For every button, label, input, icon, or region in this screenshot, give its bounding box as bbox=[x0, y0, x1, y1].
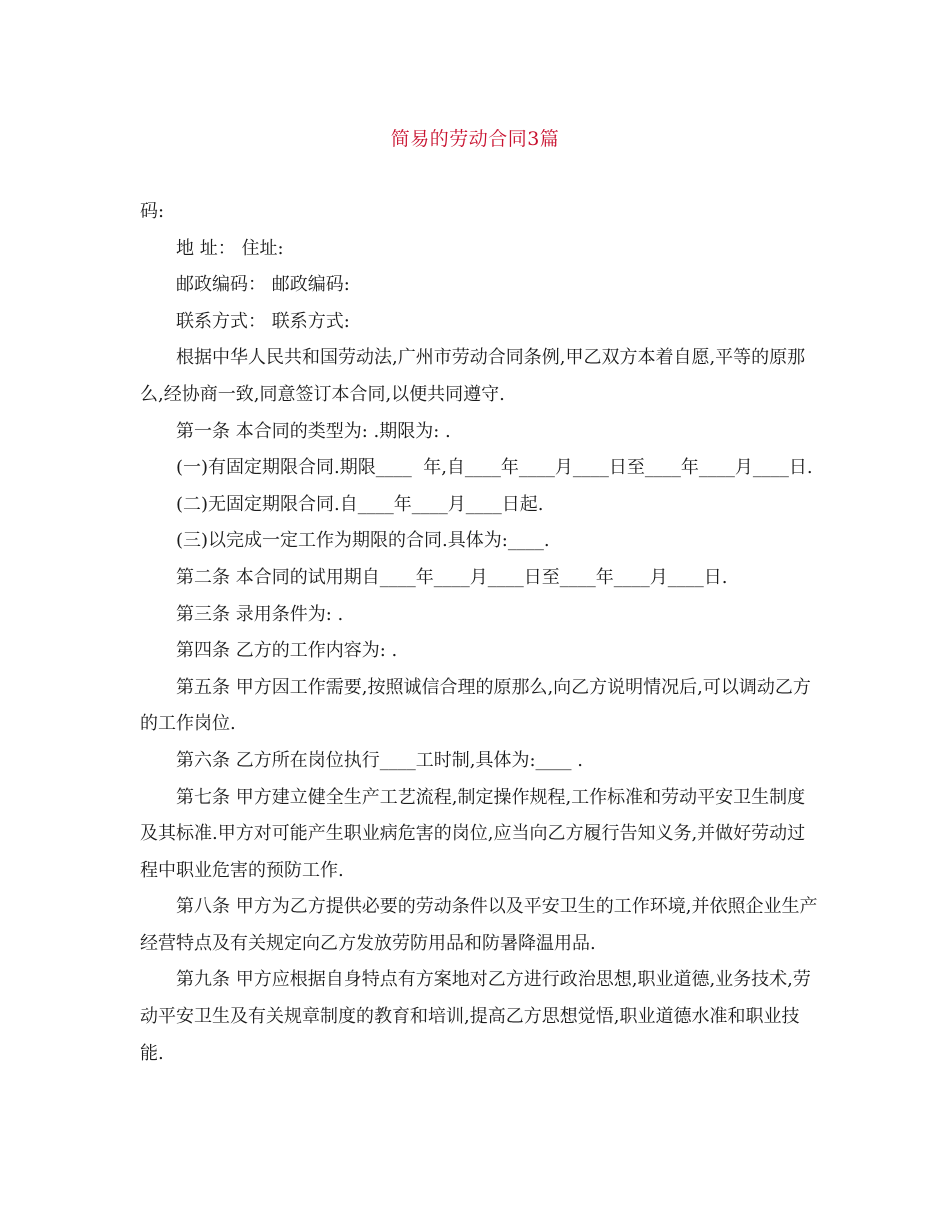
paragraph-article-6: 第六条 乙方所在岗位执行____工时制,具体为:____ . bbox=[176, 749, 583, 771]
paragraph-article-5: 第五条 甲方因工作需要,按照诚信合理的原那么,向乙方说明情况后,可以调动乙方的工作岗位. bbox=[140, 676, 811, 735]
paragraph-article-1-item-2: (二)无固定期限合同.自____年____月____日起. bbox=[176, 493, 544, 515]
paragraph-article-7: 第七条 甲方建立健全生产工艺流程,制定操作规程,工作标准和劳动平安卫生制度及其标准.甲方对可能产生职业病危害的岗位,应当向乙方履行告知义务,并做好劳动过程中职业危害的预防工作. bbox=[140, 786, 806, 881]
document-title: 简易的劳动合同3篇 bbox=[390, 128, 560, 150]
paragraph-preamble: 根据中华人民共和国劳动法,广州市劳动合同条例,甲乙双方本着自愿,平等的原那么,经协商一致,同意签订本合同,以便共同遵守. bbox=[140, 347, 806, 405]
paragraph-article-1: 第一条 本合同的类型为: .期限为: . bbox=[176, 420, 451, 442]
paragraph-article-4: 第四条 乙方的工作内容为: . bbox=[176, 640, 398, 662]
paragraph-article-2: 第二条 本合同的试用期自____年____月____日至____年____月____日. bbox=[176, 566, 728, 588]
paragraph-article-1-item-1: (一)有固定期限合同.期限____ 年,自____年____月____日至____年____月____日. bbox=[176, 457, 813, 479]
paragraph-code-label: 码: bbox=[140, 201, 165, 222]
paragraph-address: 地 址： 住址: bbox=[176, 237, 284, 259]
paragraph-contact: 联系方式： 联系方式: bbox=[176, 310, 350, 332]
paragraph-article-8: 第八条 甲方为乙方提供必要的劳动条件以及平安卫生的工作环境,并依照企业生产经营特点及有关规定向乙方发放劳防用品和防暑降温用品. bbox=[140, 896, 818, 954]
paragraph-postal-code: 邮政编码： 邮政编码: bbox=[176, 274, 350, 296]
document-body bbox=[140, 194, 820, 1072]
paragraph-article-3: 第三条 录用条件为: . bbox=[176, 603, 344, 625]
paragraph-article-9: 第九条 甲方应根据自身特点有方案地对乙方进行政治思想,职业道德,业务技术,劳动平安卫生及有关规章制度的教育和培训,提高乙方思想觉悟,职业道德水准和职业技能. bbox=[140, 969, 811, 1064]
paragraph-article-1-item-3: (三)以完成一定工作为期限的合同.具体为:____. bbox=[176, 530, 550, 552]
